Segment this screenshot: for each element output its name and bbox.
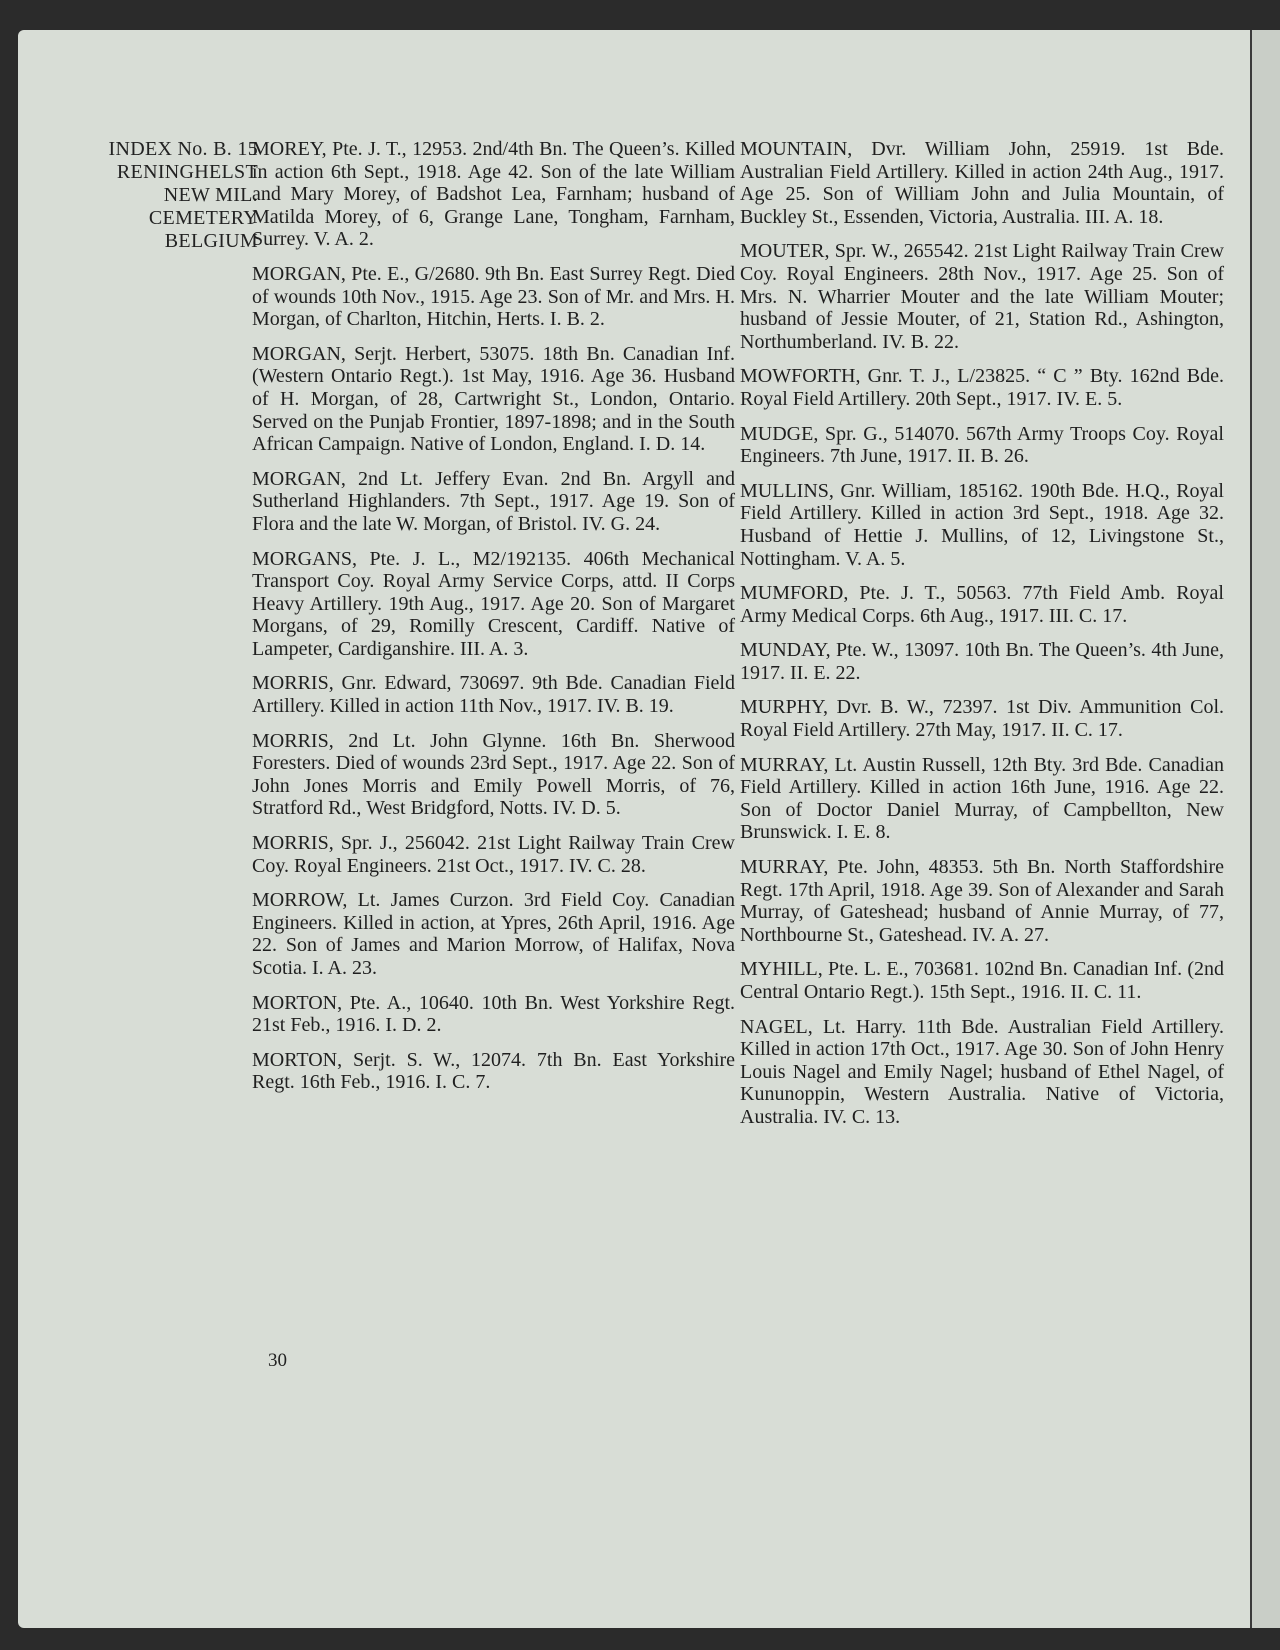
index-number: INDEX No. B. 15 bbox=[108, 138, 258, 160]
casualty-entry: MORGAN, Pte. E., G/2680. 9th Bn. East Surrey Regt. Died of wounds 10th Nov., 1915. Age 23. Son of Mr. and Mrs. H. Morgan, of Charlton, Hitchin, Herts. I. B. 2. bbox=[252, 262, 735, 331]
casualty-entry: MUMFORD, Pte. J. T., 50563. 77th Field Amb. Royal Army Medical Corps. 6th Aug., 1917. III. C. 17. bbox=[740, 582, 1224, 627]
facing-page-edge bbox=[1250, 30, 1280, 1628]
casualty-entry: MORGAN, Serjt. Herbert, 53075. 18th Bn. Canadian Inf. (Western Ontario Regt.). 1st May, 1916. Age 36. Husband of H. Morgan, of 28, Cartwright St., London, Ontario. Served on the Punjab Frontier, 1897-1898; and in the South African Campaign. Native of London, England. I. D. 14. bbox=[252, 342, 735, 456]
page-number: 30 bbox=[268, 1350, 287, 1371]
casualty-entry: MOUNTAIN, Dvr. William John, 25919. 1st Bde. Australian Field Artillery. Killed in action 24th Aug., 1917. Age 25. Son of William John and Julia Mountain, of Buckley St., Essenden, Victoria, Australia. III. A. 18. bbox=[740, 138, 1224, 228]
casualty-entry: MORROW, Lt. James Curzon. 3rd Field Coy. Canadian Engineers. Killed in action, at Ypres, 26th April, 1916. Age 22. Son of James and Marion Morrow, of Halifax, Nova Scotia. I. A. 23. bbox=[252, 889, 735, 979]
casualty-entry: NAGEL, Lt. Harry. 11th Bde. Australian Field Artillery. Killed in action 17th Oct., 1917. Age 30. Son of John Henry Louis Nagel and Emily Nagel; husband of Ethel Nagel, of Kununoppin, Western Australia. Native of Victoria, Australia. IV. C. 13. bbox=[740, 1015, 1224, 1128]
casualty-entry: MORRIS, 2nd Lt. John Glynne. 16th Bn. Sherwood Foresters. Died of wounds 23rd Sept., 1917. Age 22. Son of John Jones Morris and Emily Powell Morris, of 76, Stratford Rd., West Bridgford, Notts. IV. D. 5. bbox=[252, 729, 735, 820]
casualty-entry: MUDGE, Spr. G., 514070. 567th Army Troops Coy. Royal Engineers. 7th June, 1917. II. B. 26. bbox=[740, 422, 1224, 468]
casualty-entry: MOREY, Pte. J. T., 12953. 2nd/4th Bn. The Queen’s. Killed in action 6th Sept., 1918. Age 42. Son of the late William and Mary Morey, of Badshot Lea, Farnham; husband of Matilda Morey, of 6, Grange Lane, Tongham, Farnham, Surrey. V. A. 2. bbox=[252, 138, 735, 251]
casualty-entry: MORTON, Pte. A., 10640. 10th Bn. West Yorkshire Regt. 21st Feb., 1916. I. D. 2. bbox=[252, 991, 735, 1037]
casualty-entry: MOUTER, Spr. W., 265542. 21st Light Railway Train Crew Coy. Royal Engineers. 28th Nov., 1917. Age 25. Son of Mrs. N. Wharrier Mouter and the late William Mouter; husband of Jessie Mouter, of 21, Station Rd., Ashington, Northumberland. IV. B. 22. bbox=[740, 240, 1224, 353]
cemetery-location: RENINGHELST bbox=[116, 161, 258, 183]
casualty-entry: MURRAY, Pte. John, 48353. 5th Bn. North Staffordshire Regt. 17th April, 1918. Age 39. Son of Alexander and Sarah Murray, of Gateshead; husband of Annie Murray, of 77, Northbourne St., Gateshead. IV. A. 27. bbox=[740, 856, 1224, 946]
casualty-entry: MORRIS, Gnr. Edward, 730697. 9th Bde. Canadian Field Artillery. Killed in action 11th Nov., 1917. IV. B. 19. bbox=[252, 672, 735, 718]
casualty-entry: MUNDAY, Pte. W., 13097. 10th Bn. The Queen’s. 4th June, 1917. II. E. 22. bbox=[740, 639, 1224, 684]
casualty-entry: MYHILL, Pte. L. E., 703681. 102nd Bn. Canadian Inf. (2nd Central Ontario Regt.). 15th Sept., 1916. II. C. 11. bbox=[740, 958, 1224, 1003]
cemetery-name-line: NEW MIL. bbox=[163, 184, 258, 206]
casualty-entry: MURPHY, Dvr. B. W., 72397. 1st Div. Ammunition Col. Royal Field Artillery. 27th May, 1917. II. C. 17. bbox=[740, 696, 1224, 742]
casualty-entry: MULLINS, Gnr. William, 185162. 190th Bde. H.Q., Royal Field Artillery. Killed in action 3rd Sept., 1918. Age 32. Husband of Hettie J. Mullins, of 12, Livingstone St., Nottingham. V. A. 5. bbox=[740, 479, 1224, 570]
casualty-entry: MORTON, Serjt. S. W., 12074. 7th Bn. East Yorkshire Regt. 16th Feb., 1916. I. C. 7. bbox=[252, 1048, 735, 1094]
cemetery-type-line: CEMETERY bbox=[148, 207, 258, 229]
country-line: BELGIUM bbox=[164, 230, 258, 252]
casualty-entry: MURRAY, Lt. Austin Russell, 12th Bty. 3rd Bde. Canadian Field Artillery. Killed in action 16th June, 1916. Age 22. Son of Doctor Daniel Murray, of Campbellton, New Brunswick. I. E. 8. bbox=[740, 753, 1224, 844]
casualty-entry: MORRIS, Spr. J., 256042. 21st Light Railway Train Crew Coy. Royal Engineers. 21st Oct., 1917. IV. C. 28. bbox=[252, 832, 735, 877]
right-column bbox=[740, 138, 1224, 1141]
casualty-entry: MORGANS, Pte. J. L., M2/192135. 406th Mechanical Transport Coy. Royal Army Service Corps, attd. II Corps Heavy Artillery. 19th Aug., 1917. Age 20. Son of Margaret Morgans, of 29, Romilly Crescent, Cardiff. Native of Lampeter, Cardiganshire. III. A. 3. bbox=[252, 547, 735, 660]
casualty-entry: MOWFORTH, Gnr. T. J., L/23825. “ C ” Bty. 162nd Bde. Royal Field Artillery. 20th Sept., 1917. IV. E. 5. bbox=[740, 365, 1224, 410]
cemetery-index-heading bbox=[40, 138, 258, 253]
casualty-entry: MORGAN, 2nd Lt. Jeffery Evan. 2nd Bn. Argyll and Sutherland Highlanders. 7th Sept., 1917. Age 19. Son of Flora and the late W. Morgan, of Bristol. IV. G. 24. bbox=[252, 467, 735, 535]
left-column bbox=[252, 138, 735, 1106]
